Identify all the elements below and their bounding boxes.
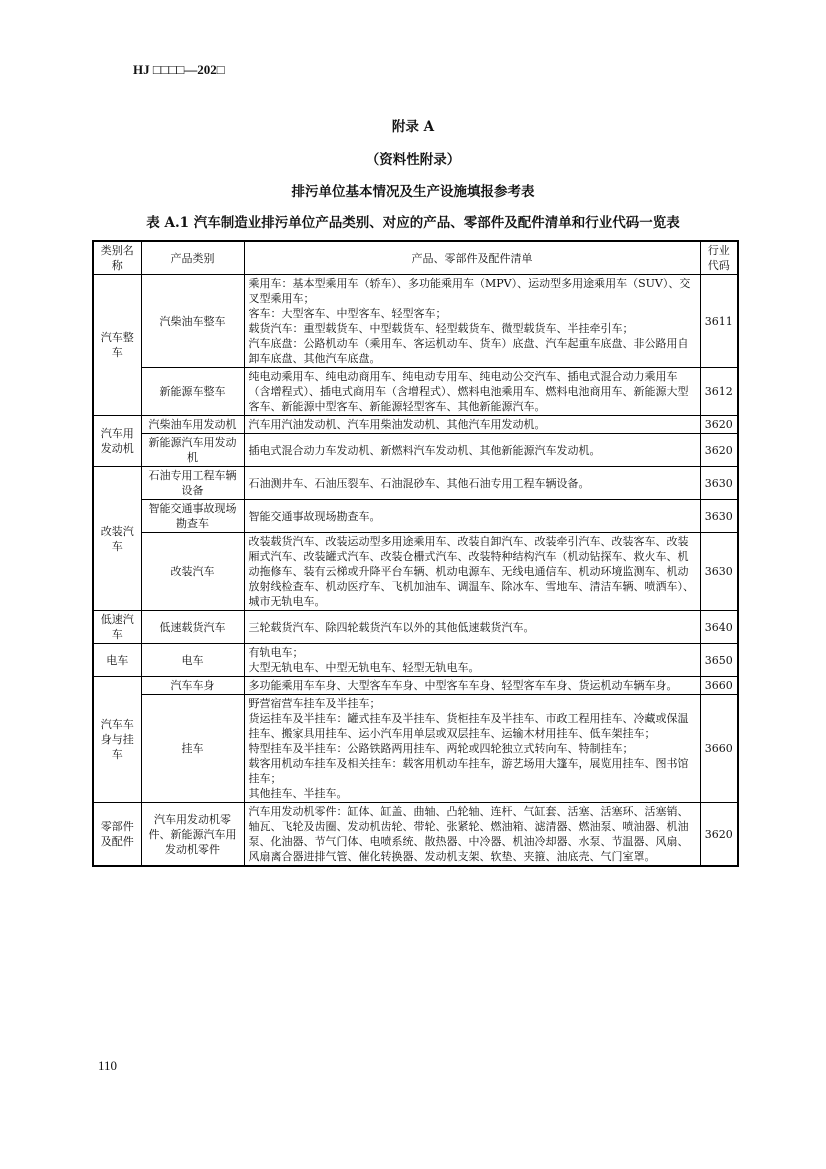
product-list-line: 汽车用发动机零件：缸体、缸盖、曲轴、凸轮轴、连杆、气缸套、活塞、活塞环、活塞销、轴瓦、飞轮及齿圈、发动机齿轮、带轮、张紧轮、燃油箱、滤清器、燃油泵、喷油器、机油泵、化油器、节气门体、电喷系统、散热器、中冷器、机油冷却器、水泵、节温器、风扇、风扇离合器进排气管、催化转换器、发动机支架、软垫、夹箍、油底壳、气门室罩。 (248, 805, 689, 863)
product-list-line: 野营宿营车挂车及半挂车； (248, 697, 381, 710)
table-row (93, 416, 738, 434)
product-list-cell (244, 434, 700, 467)
product-list-cell (244, 677, 700, 695)
industry-code-cell: 3640 (700, 611, 738, 644)
product-list-line: 插电式混合动力车发动机、新燃料汽车发动机、其他新能源汽车发动机。 (248, 443, 601, 457)
product-list-cell (244, 644, 700, 677)
appendix-type: （资料性附录） (365, 152, 461, 168)
industry-code-cell: 3620 (700, 434, 738, 467)
product-list-cell (244, 533, 700, 611)
table-row (93, 803, 738, 867)
product-list-line: 多功能乘用车车身、大型客车车身、中型客车车身、轻型客车车身、货运机动车辆车身。 (248, 679, 678, 692)
category-cell: 新能源汽车用发动机 (141, 434, 244, 467)
appendix-title: 附录 A (391, 119, 435, 135)
page-number: 110 (98, 1058, 118, 1073)
category-cell: 汽柴油车用发动机 (141, 416, 244, 434)
industry-code-cell: 3630 (700, 467, 738, 500)
product-list-cell (244, 275, 700, 368)
category-cell: 低速载货汽车 (141, 611, 244, 644)
industry-code-cell: 3630 (700, 500, 738, 533)
industry-code-cell: 3620 (700, 416, 738, 434)
industry-code-cell: 3612 (700, 368, 738, 416)
product-list-line: 大型无轨电车、中型无轨电车、轻型无轨电车。 (248, 661, 480, 674)
group-name-cell: 汽车车身与挂车 (93, 677, 141, 803)
group-name-cell: 改装汽车 (93, 467, 141, 611)
table-title: 表 A.1 汽车制造业排污单位产品类别、对应的产品、零部件及配件清单和行业代码一览表 (146, 215, 680, 231)
product-list-line: 乘用车：基本型乘用车（轿车）、多功能乘用车（MPV）、运动型多用途乘用车（SUV）、交叉型乘用车； (248, 277, 691, 305)
product-list-line: 汽车底盘：公路机动车（乘用车、客运机动车、货车）底盘、汽车起重车底盘、非公路用自卸车底盘、其他汽车底盘。 (248, 337, 689, 365)
header-product-list: 产品、零部件及配件清单 (244, 241, 700, 275)
product-list-line: 有轨电车； (248, 646, 304, 659)
product-list-line: 客车：大型客车、中型客车、轻型客车； (248, 307, 447, 320)
industry-code-cell: 3611 (700, 275, 738, 368)
category-cell: 改装汽车 (141, 533, 244, 611)
industry-code-cell: 3620 (700, 803, 738, 867)
product-list-cell (244, 695, 700, 803)
table-row (93, 533, 738, 611)
group-name-cell: 低速汽车 (93, 611, 141, 644)
industry-code-cell: 3650 (700, 644, 738, 677)
group-name-cell: 汽车整车 (93, 275, 141, 416)
table-row (93, 611, 738, 644)
product-list-line: 载客用机动车挂车及相关挂车：载客用机动车挂车，游艺场用大篷车，展览用挂车、图书馆挂车； (248, 757, 689, 785)
product-list-line: 其他挂车、半挂车。 (248, 787, 348, 800)
product-list-cell (244, 500, 700, 533)
table-row (93, 695, 738, 803)
appendix-subtitle: 排污单位基本情况及生产设施填报参考表 (291, 184, 535, 200)
group-name-cell: 汽车用发动机 (93, 416, 141, 467)
product-code-table (92, 240, 739, 867)
industry-code-cell: 3660 (700, 677, 738, 695)
category-cell: 挂车 (141, 695, 244, 803)
table-row (93, 434, 738, 467)
product-list-cell (244, 368, 700, 416)
table-row (93, 467, 738, 500)
table-row (93, 368, 738, 416)
category-cell: 智能交通事故现场勘查车 (141, 500, 244, 533)
table-row (93, 644, 738, 677)
product-list-cell (244, 416, 700, 434)
table-header-row (93, 241, 738, 275)
product-list-line: 智能交通事故现场勘查车。 (248, 509, 381, 523)
table-row (93, 500, 738, 533)
product-list-line: 货运挂车及半挂车：罐式挂车及半挂车、货柜挂车及半挂车、市政工程用挂车、冷藏或保温挂车、搬家具用挂车、运小汽车用单层或双层挂车、运输木材用挂车、低车架挂车； (248, 712, 689, 740)
category-cell: 电车 (141, 644, 244, 677)
category-cell: 新能源车整车 (141, 368, 244, 416)
industry-code-cell: 3630 (700, 533, 738, 611)
category-cell: 汽车用发动机零件、新能源汽车用发动机零件 (141, 803, 244, 867)
doc-header-code: HJ □□□□—202□ (133, 62, 225, 77)
product-list-cell (244, 467, 700, 500)
product-list-cell (244, 611, 700, 644)
table-row (93, 275, 738, 368)
product-list-line: 特型挂车及半挂车：公路铁路两用挂车、两轮或四轮独立式转向车、特制挂车； (248, 742, 634, 755)
category-cell: 汽柴油车整车 (141, 275, 244, 368)
product-list-line: 石油测井车、石油压裂车、石油混砂车、其他石油专用工程车辆设备。 (248, 476, 590, 490)
industry-code-cell: 3660 (700, 695, 738, 803)
product-list-cell (244, 803, 700, 867)
category-cell: 汽车车身 (141, 677, 244, 695)
header-industry-code: 行业代码 (700, 241, 738, 275)
header-group-name: 类别名称 (93, 241, 141, 275)
product-list-line: 载货汽车：重型载货车、中型载货车、轻型载货车、微型载货车、半挂牵引车； (248, 322, 634, 335)
product-list-line: 汽车用汽油发动机、汽车用柴油发动机、其他汽车用发动机。 (248, 418, 546, 431)
group-name-cell: 零部件及配件 (93, 803, 141, 867)
group-name-cell: 电车 (93, 644, 141, 677)
table-row (93, 677, 738, 695)
product-list-line: 改装载货汽车、改装运动型多用途乘用车、改装自卸汽车、改装牵引汽车、改装客车、改装厢式汽车、改装罐式汽车、改装仓栅式汽车、改装特种结构汽车（机动钻探车、救火车、机动拖修车、装有云梯或升降平台车辆、机动电源车、无线电通信车、机动环境监测车、机动放射线检查车、机动医疗车、飞机加油车、调温车、除冰车、雪地车、清洁车辆、喷洒车）、城市无轨电车。 (248, 535, 694, 608)
category-cell: 石油专用工程车辆设备 (141, 467, 244, 500)
product-list-line: 纯电动乘用车、纯电动商用车、纯电动专用车、纯电动公交汽车、插电式混合动力乘用车（含增程式）、插电式商用车（含增程式）、燃料电池乘用车、燃料电池商用车、新能源大型客车、新能源中型客车、新能源轻型客车、其他新能源汽车。 (248, 370, 689, 413)
product-list-line: 三轮载货汽车、除四轮载货汽车以外的其他低速载货汽车。 (248, 620, 535, 634)
header-category: 产品类别 (141, 241, 244, 275)
